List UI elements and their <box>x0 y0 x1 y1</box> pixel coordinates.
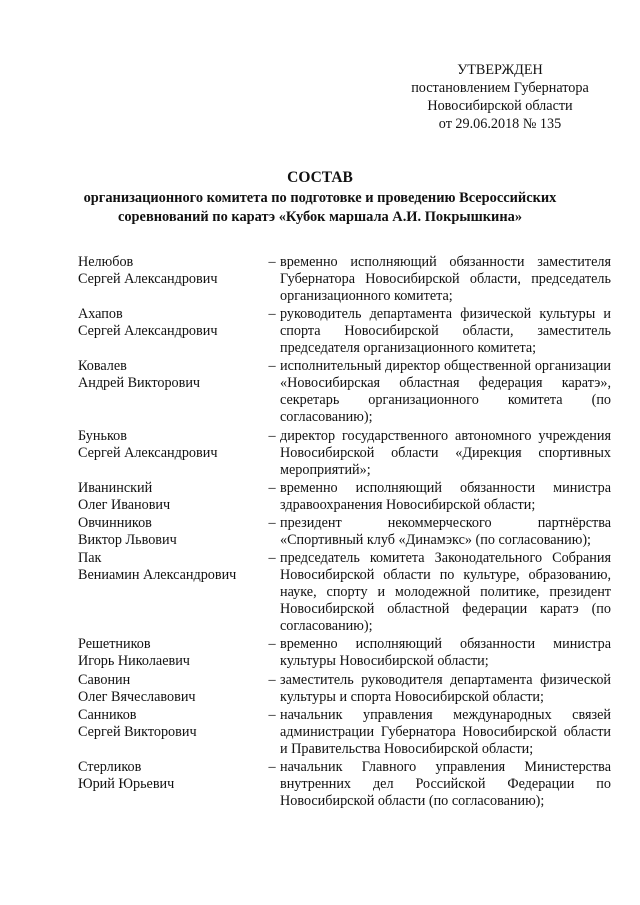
member-given-names: Юрий Юрьевич <box>78 775 175 792</box>
member-name <box>78 254 264 305</box>
member-surname: Овчинников <box>78 514 152 531</box>
dash-separator: – <box>268 706 276 723</box>
member-row <box>78 707 611 758</box>
member-role: руководитель департамента физической культуры и спорта Новосибирской области, заместитель председателя организационного комитета; <box>280 306 611 357</box>
member-name <box>78 636 264 670</box>
member-name <box>78 515 264 549</box>
member-row <box>78 254 611 305</box>
member-surname: Савонин <box>78 671 131 688</box>
dash-separator: – <box>268 758 276 775</box>
approval-line-approved: УТВЕРЖДЕН <box>457 62 543 78</box>
dash-separator: – <box>268 306 276 323</box>
title-line-2: организационного комитета по подготовке и проведению Всероссийских <box>83 190 557 206</box>
dash-separator: – <box>268 479 276 496</box>
member-role: начальник управления международных связей администрации Губернатора Новосибирской области и Правительства Новосибирской области; <box>280 706 611 757</box>
dash-separator: – <box>268 427 276 444</box>
member-row <box>78 550 611 635</box>
member-row <box>78 515 611 549</box>
member-name <box>78 550 264 635</box>
member-given-names: Виктор Львович <box>78 531 177 548</box>
member-row <box>78 636 611 670</box>
member-name <box>78 358 264 426</box>
member-name <box>78 428 264 479</box>
member-surname: Ахапов <box>78 306 123 323</box>
member-given-names: Игорь Николаевич <box>78 653 190 670</box>
member-given-names: Сергей Викторович <box>78 723 197 740</box>
member-role: временно исполняющий обязанности министра здравоохранения Новосибирской области; <box>280 479 611 513</box>
member-role: заместитель руководителя департамента физической культуры и спорта Новосибирской области; <box>280 671 611 705</box>
member-given-names: Олег Иванович <box>78 496 171 513</box>
member-surname: Нелюбов <box>78 254 134 270</box>
member-row <box>78 480 611 514</box>
dash-separator: – <box>268 636 276 653</box>
member-surname: Ковалев <box>78 358 127 375</box>
title-line-1: СОСТАВ <box>287 169 353 186</box>
member-role: временно исполняющий обязанности министра культуры Новосибирской области; <box>280 636 611 670</box>
member-row <box>78 306 611 357</box>
member-given-names: Андрей Викторович <box>78 375 201 392</box>
member-name <box>78 480 264 514</box>
member-name <box>78 759 264 810</box>
member-given-names: Вениамин Александрович <box>78 567 237 584</box>
dash-separator: – <box>268 358 276 375</box>
dash-separator: – <box>268 671 276 688</box>
member-role: временно исполняющий обязанности заместителя Губернатора Новосибирской области, председатель организационного комитета; <box>280 254 611 304</box>
member-role: исполнительный директор общественной организации «Новосибирская областная федерация каратэ», секретарь организационного комитета (по согласованию); <box>280 358 611 426</box>
member-role: директор государственного автономного учреждения Новосибирской области «Дирекция спортивных мероприятий»; <box>280 427 611 478</box>
dash-separator: – <box>268 514 276 531</box>
member-surname: Санников <box>78 706 137 723</box>
member-given-names: Сергей Александрович <box>78 271 218 287</box>
member-row <box>78 672 611 706</box>
member-surname: Решетников <box>78 636 151 653</box>
dash-separator: – <box>268 254 276 270</box>
member-surname: Стерликов <box>78 758 142 775</box>
member-given-names: Олег Вячеславович <box>78 688 196 705</box>
member-role: президент некоммерческого партнёрства «Спортивный клуб «Динамэкс» (по согласованию); <box>280 514 611 548</box>
member-name <box>78 707 264 758</box>
document-title <box>60 168 580 227</box>
member-role: начальник Главного управления Министерства внутренних дел Российской Федерации по Новосибирской области (по согласованию); <box>280 758 611 809</box>
member-name <box>78 672 264 706</box>
member-row <box>78 358 611 426</box>
member-given-names: Сергей Александрович <box>78 323 218 340</box>
member-surname: Буньков <box>78 427 127 444</box>
dash-separator: – <box>268 550 276 567</box>
member-row <box>78 428 611 479</box>
approval-line-region: Новосибирской области <box>427 98 573 114</box>
approval-line-date-number: от 29.06.2018 № 135 <box>438 116 562 132</box>
member-surname: Пак <box>78 550 102 567</box>
committee-member-list <box>78 254 611 811</box>
member-name <box>78 306 264 357</box>
member-row <box>78 759 611 810</box>
approval-stamp <box>380 61 620 133</box>
title-line-3: соревнований по каратэ «Кубок маршала А.И. Покрышкина» <box>117 209 523 225</box>
member-role: председатель комитета Законодательного Собрания Новосибирской области по культуре, образованию, науке, спорту и молодежной политике, президент Новосибирской областной федерации каратэ (по согласованию); <box>280 550 611 635</box>
member-surname: Иванинский <box>78 479 153 496</box>
approval-line-by-decree: постановлением Губернатора <box>411 80 589 96</box>
member-given-names: Сергей Александрович <box>78 444 218 461</box>
